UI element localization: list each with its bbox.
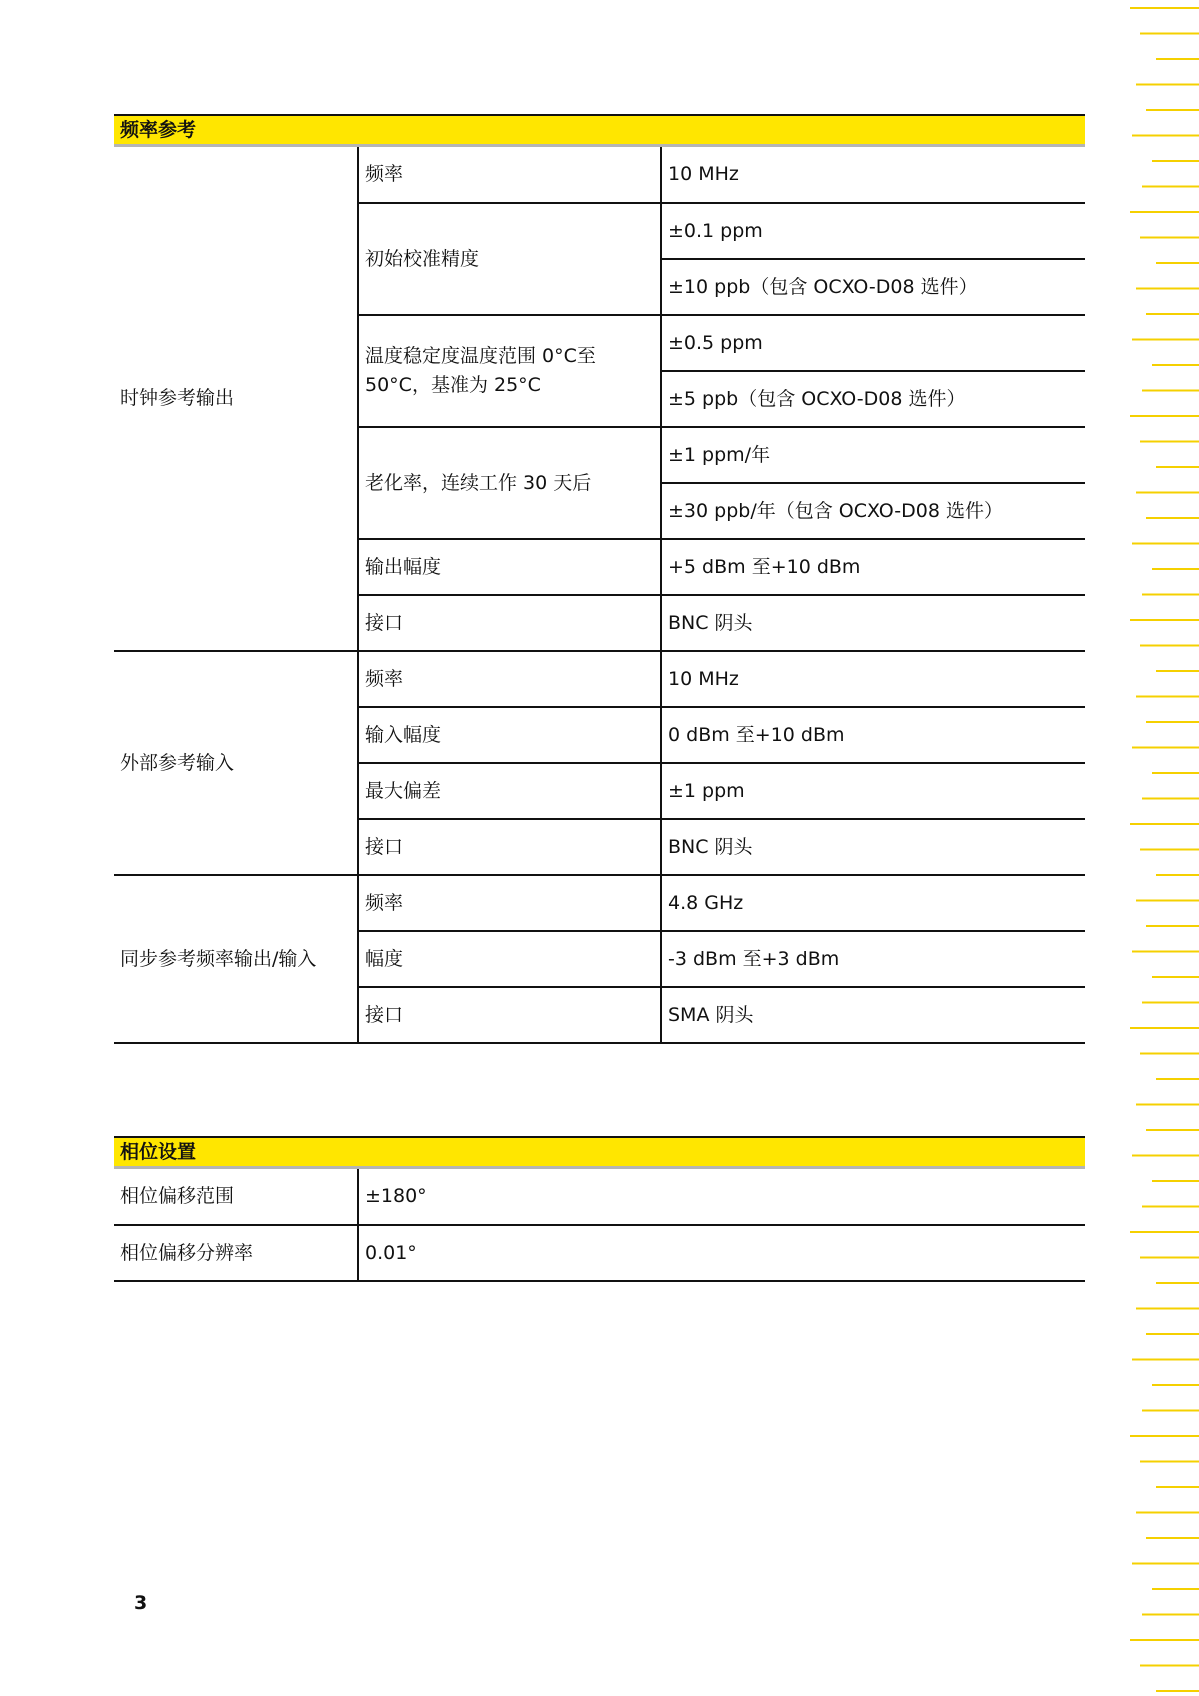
param-name: 温度稳定度温度范围 0°C至 50°C，基准为 25°C xyxy=(358,315,661,427)
param-value: ±0.1 ppm xyxy=(661,203,1085,259)
param-value: BNC 阴头 xyxy=(661,819,1085,875)
param-value: ±30 ppb/年（包含 OCXO-D08 选件） xyxy=(661,483,1085,539)
param-name: 频率 xyxy=(358,147,661,203)
param-value: 10 MHz xyxy=(661,147,1085,203)
param-value: ±180° xyxy=(358,1169,1085,1225)
param-value: ±10 ppb（包含 OCXO-D08 选件） xyxy=(661,259,1085,315)
param-value: SMA 阴头 xyxy=(661,987,1085,1043)
table-row xyxy=(114,147,1085,203)
param-name: 接口 xyxy=(358,819,661,875)
param-value: ±5 ppb（包含 OCXO-D08 选件） xyxy=(661,371,1085,427)
group-label: 同步参考频率输出/输入 xyxy=(114,875,358,1043)
table-row xyxy=(114,875,1085,931)
frequency-reference-table xyxy=(114,114,1085,1044)
phase-settings-title: 相位设置 xyxy=(114,1136,1085,1169)
param-value: ±1 ppm xyxy=(661,763,1085,819)
table-row xyxy=(114,1169,1085,1225)
table-row xyxy=(114,651,1085,707)
group-label: 外部参考输入 xyxy=(114,651,358,875)
param-name: 输入幅度 xyxy=(358,707,661,763)
param-value: -3 dBm 至+3 dBm xyxy=(661,931,1085,987)
decorative-stripes xyxy=(1130,0,1199,1696)
table-row xyxy=(114,1225,1085,1281)
phase-settings-body xyxy=(114,1169,1085,1282)
param-value: BNC 阴头 xyxy=(661,595,1085,651)
param-name: 老化率，连续工作 30 天后 xyxy=(358,427,661,539)
param-value: ±1 ppm/年 xyxy=(661,427,1085,483)
param-name: 最大偏差 xyxy=(358,763,661,819)
param-name: 输出幅度 xyxy=(358,539,661,595)
param-name: 幅度 xyxy=(358,931,661,987)
param-name: 相位偏移范围 xyxy=(114,1169,358,1225)
param-name: 接口 xyxy=(358,595,661,651)
frequency-reference-title: 频率参考 xyxy=(114,114,1085,147)
param-name: 频率 xyxy=(358,875,661,931)
group-label: 时钟参考输出 xyxy=(114,147,358,651)
param-value: 4.8 GHz xyxy=(661,875,1085,931)
param-value: 0.01° xyxy=(358,1225,1085,1281)
param-value: 0 dBm 至+10 dBm xyxy=(661,707,1085,763)
param-name: 初始校准精度 xyxy=(358,203,661,315)
param-name: 频率 xyxy=(358,651,661,707)
param-value: +5 dBm 至+10 dBm xyxy=(661,539,1085,595)
phase-settings-table xyxy=(114,1136,1085,1282)
frequency-reference-body xyxy=(114,147,1085,1044)
param-value: 10 MHz xyxy=(661,651,1085,707)
param-value: ±0.5 ppm xyxy=(661,315,1085,371)
page-number: 3 xyxy=(134,1592,148,1614)
param-name: 接口 xyxy=(358,987,661,1043)
param-name: 相位偏移分辨率 xyxy=(114,1225,358,1281)
